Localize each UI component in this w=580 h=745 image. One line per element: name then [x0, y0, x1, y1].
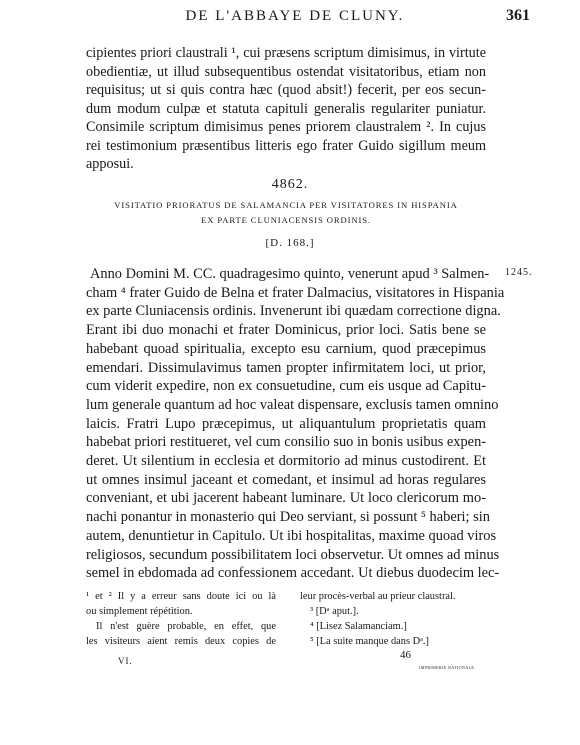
- text-line: ex parte Cluniacensis ordinis. Invenerunt ibi quædam correctione digna.: [86, 303, 501, 320]
- text-line: Erant ibi duo monachi et frater Dominicus, prior loci. Satis bene se: [86, 322, 486, 339]
- text-line: emendari. Dissimulavimus tamen propter infirmitatem loci, ut prior,: [86, 359, 486, 376]
- charter-heading: [86, 198, 486, 228]
- text-line: deret. Ut silentium in ecclesia et dormitorio ad minus custodirent. Et: [86, 453, 486, 470]
- volume-signature: VI.: [118, 656, 133, 666]
- text-line: habebat priori restitueret, vel cum consilio suo in bonis usibus expen-: [86, 434, 487, 451]
- text-line: nachi ponantur in monasterio qui Deo serviant, si possunt ⁵ haberi; sin: [86, 509, 490, 526]
- footnote-line: les visiteurs aient remis deux copies de: [86, 636, 276, 647]
- footnotes-right-column: [300, 589, 490, 649]
- page-number: 361: [506, 7, 530, 24]
- text-line: ut omnes insimul jaceant et comedant, et insimul ad horas regulares: [86, 471, 486, 488]
- text-line: cipientes priori claustrali ¹, cui præsens scriptum dimisimus, in virtute: [86, 45, 486, 61]
- text-line: cham ⁴ frater Guido de Belna et frater Dalmacius, visitatores in Hispania: [86, 284, 505, 301]
- charter-body: [86, 265, 505, 583]
- text-line: dum modum culpæ et statuta capituli generalis regulariter puniatur.: [86, 100, 486, 117]
- footnote-line: ⁵ [La suite manque dans Dᵃ.]: [310, 636, 429, 647]
- text-line: semel in ebdomada ad confessionem accedant. Ut diebus duodecim lec-: [86, 565, 500, 582]
- charter-heading-line: VISITATIO PRIORATUS DE SALAMANCIA PER VISITATORES IN HISPANIA: [114, 200, 458, 210]
- footnote-line: ³ [Dᵃ aput.].: [310, 606, 359, 617]
- text-line: Anno Domini M. CC. quadragesimo quinto, venerunt apud ³ Salmen-: [90, 266, 490, 282]
- footnote-line: leur procès-verbal au prieur claustral.: [300, 591, 456, 602]
- text-line: habebant quoad spiritualia, excepto esu carnium, quod præcepimus: [86, 340, 486, 357]
- margin-year: 1245.: [505, 267, 533, 278]
- text-line: Consimile scriptum dimisimus penes priorem claustralem ². In cujus: [86, 119, 486, 135]
- text-line: cum viderit expedire, non ex consuetudine, cum eis usque ad Capitu-: [86, 378, 486, 395]
- charter-number: 4862.: [271, 177, 309, 192]
- text-line: requisitus; ut si quis contra hæc (quod absit!) fecerit, per eos secun-: [86, 82, 486, 98]
- text-line: obedientiæ, ut illud subsequentibus ostendat visitatoribus, etiam non: [86, 63, 486, 80]
- footnotes-left-column: [86, 589, 276, 649]
- running-title: DE L'ABBAYE DE CLUNY.: [185, 8, 405, 24]
- charter-reference: [D. 168.]: [265, 237, 315, 249]
- text-line: autem, denuntietur in Capitulo. Ut ibi hospitalitas, maxime quoad viros: [86, 527, 497, 544]
- footnote-line: ⁴ [Lisez Salamanciam.]: [310, 621, 407, 632]
- text-line: lum generale quantum ad hoc valeat dispensare, exclusis tamen omnino: [86, 396, 499, 413]
- text-line: laicis. Fratri Lupo præcepimus, ut aliquantulum proprietatis quam: [86, 415, 486, 432]
- footnote-line: Il n'est guère probable, en effet, que: [96, 621, 276, 632]
- charter-heading-line: EX PARTE CLUNIACENSIS ORDINIS.: [201, 215, 371, 225]
- text-line: conveniant, et ubi jacerent habeant luminare. Ut loco clericorum mo-: [86, 490, 486, 507]
- footnote-line: ¹ et ² Il y a erreur sans doute ici ou là: [86, 591, 276, 602]
- text-line: rei testimonium præsentibus litteris ego frater Guido sigillum meum: [86, 137, 486, 154]
- running-header: [60, 6, 530, 28]
- footnote-line: ou simplement répétition.: [86, 606, 193, 617]
- printer-imprint: IMPRIMERIE NATIONALE.: [419, 665, 476, 670]
- text-line: apposui.: [86, 156, 134, 172]
- text-line: religiosos, secundum possibilitatem loci observetur. Ut omnes ad minus: [86, 546, 500, 563]
- previous-charter-ending: [86, 44, 486, 174]
- sheet-signature: 46: [400, 649, 411, 661]
